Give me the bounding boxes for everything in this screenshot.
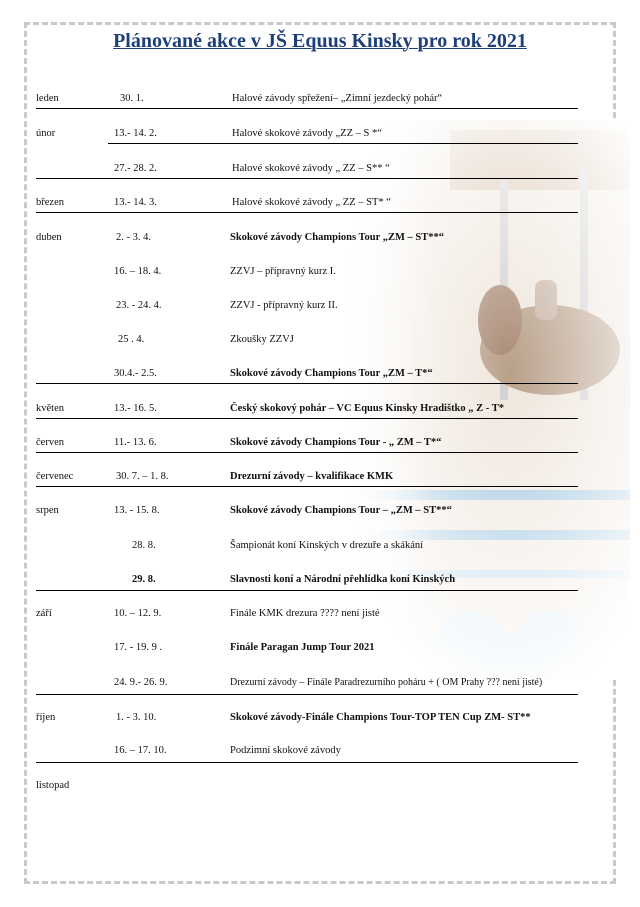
divider	[36, 452, 578, 453]
event-date: 2. - 3. 4.	[116, 232, 151, 243]
month-label: listopad	[36, 780, 70, 791]
month-label: červen	[36, 437, 64, 448]
event-title: Skokové závody Champions Tour - „ ZM – T*“	[230, 437, 442, 448]
event-row	[36, 330, 616, 350]
event-date: 30. 1.	[120, 93, 144, 104]
event-title: Podzimní skokové závody	[230, 745, 341, 756]
event-date: 29. 8.	[132, 574, 156, 585]
event-date: 16. – 18. 4.	[114, 266, 162, 277]
event-date: 28. 8.	[132, 540, 156, 551]
event-title: Halové skokové závody „ ZZ – ST* “	[232, 197, 391, 208]
event-date: 27.- 28. 2.	[114, 163, 157, 174]
month-label: srpen	[36, 505, 59, 516]
month-label: září	[36, 608, 52, 619]
divider	[36, 590, 578, 591]
event-row	[36, 673, 616, 693]
event-date: 23. - 24. 4.	[116, 300, 162, 311]
divider	[36, 762, 578, 763]
divider	[36, 418, 578, 419]
event-title: Halové skokové závody „ZZ – S *“	[232, 128, 382, 139]
event-date: 13.- 14. 2.	[114, 128, 157, 139]
divider	[36, 694, 578, 695]
event-row	[36, 776, 616, 796]
event-row	[36, 262, 616, 282]
event-date: 25 . 4.	[118, 334, 145, 345]
event-title: Skokové závody Champions Tour – „ZM – ST**“	[230, 505, 452, 516]
event-row	[36, 159, 616, 179]
month-label: únor	[36, 128, 56, 139]
event-title: Šampionát koní Kinských v drezuře a skákání	[230, 540, 424, 551]
event-date: 30. 7. – 1. 8.	[116, 471, 169, 482]
event-title: Skokové závody Champions Tour „ZM – ST**“	[230, 232, 444, 243]
event-date: 13.- 16. 5.	[114, 403, 157, 414]
divider	[36, 383, 578, 384]
divider	[108, 143, 578, 144]
month-label: březen	[36, 197, 64, 208]
month-label: červenec	[36, 471, 74, 482]
event-row	[36, 193, 616, 213]
event-row	[36, 433, 616, 453]
divider	[36, 178, 578, 179]
event-row	[36, 124, 616, 144]
event-row	[36, 708, 616, 728]
event-title: Finále KMK drezura ???? není jisté	[230, 608, 380, 619]
event-date: 13. - 15. 8.	[114, 505, 160, 516]
event-title: Skokové závody-Finále Champions Tour-TOP TEN Cup ZM- ST**	[230, 712, 531, 723]
event-title: Zkoušky ZZVJ	[230, 334, 294, 345]
event-title: Halové závody spřežení– „Zimní jezdecký pohár“	[232, 93, 443, 104]
event-date: 24. 9.- 26. 9.	[114, 677, 168, 688]
event-row	[36, 399, 616, 419]
event-title: Český skokový pohár – VC Equus Kinsky Hradištko „ Z - T*	[230, 403, 504, 414]
event-row	[36, 741, 616, 761]
event-title: ZZVJ – přípravný kurz I.	[230, 266, 336, 277]
event-row	[36, 296, 616, 316]
event-date: 1. - 3. 10.	[116, 712, 157, 723]
divider	[36, 108, 578, 109]
event-row	[36, 638, 616, 658]
event-title: Halové skokové závody „ ZZ – S** “	[232, 163, 390, 174]
event-title: Drezurní závody – Finále Paradrezurního poháru + ( OM Prahy ??? není jisté)	[230, 677, 543, 688]
event-date: 11.- 13. 6.	[114, 437, 157, 448]
event-row	[36, 89, 616, 109]
divider	[36, 212, 578, 213]
divider	[36, 486, 578, 487]
event-title: Skokové závody Champions Tour „ZM – T*“	[230, 368, 433, 379]
event-date: 16. – 17. 10.	[114, 745, 167, 756]
month-label: leden	[36, 93, 59, 104]
event-row	[36, 364, 616, 384]
event-title: ZZVJ - přípravný kurz II.	[230, 300, 338, 311]
event-row	[36, 570, 616, 590]
event-date: 10. – 12. 9.	[114, 608, 162, 619]
event-title: Drezurní závody – kvalifikace KMK	[230, 471, 394, 482]
month-label: říjen	[36, 712, 56, 723]
event-row	[36, 467, 616, 487]
event-date: 17. - 19. 9 .	[114, 642, 163, 653]
event-row	[36, 604, 616, 624]
event-row	[36, 228, 616, 248]
month-label: duben	[36, 232, 62, 243]
event-row	[36, 536, 616, 556]
event-title: Finále Paragan Jump Tour 2021	[230, 642, 375, 653]
month-label: květen	[36, 403, 64, 414]
page-title: Plánované akce v JŠ Equus Kinsky pro rok 2021	[113, 30, 527, 52]
event-title: Slavnosti koní a Národní přehlídka koní Kinských	[230, 574, 456, 585]
event-date: 30.4.- 2.5.	[114, 368, 157, 379]
event-date: 13.- 14. 3.	[114, 197, 157, 208]
event-row	[36, 501, 616, 521]
